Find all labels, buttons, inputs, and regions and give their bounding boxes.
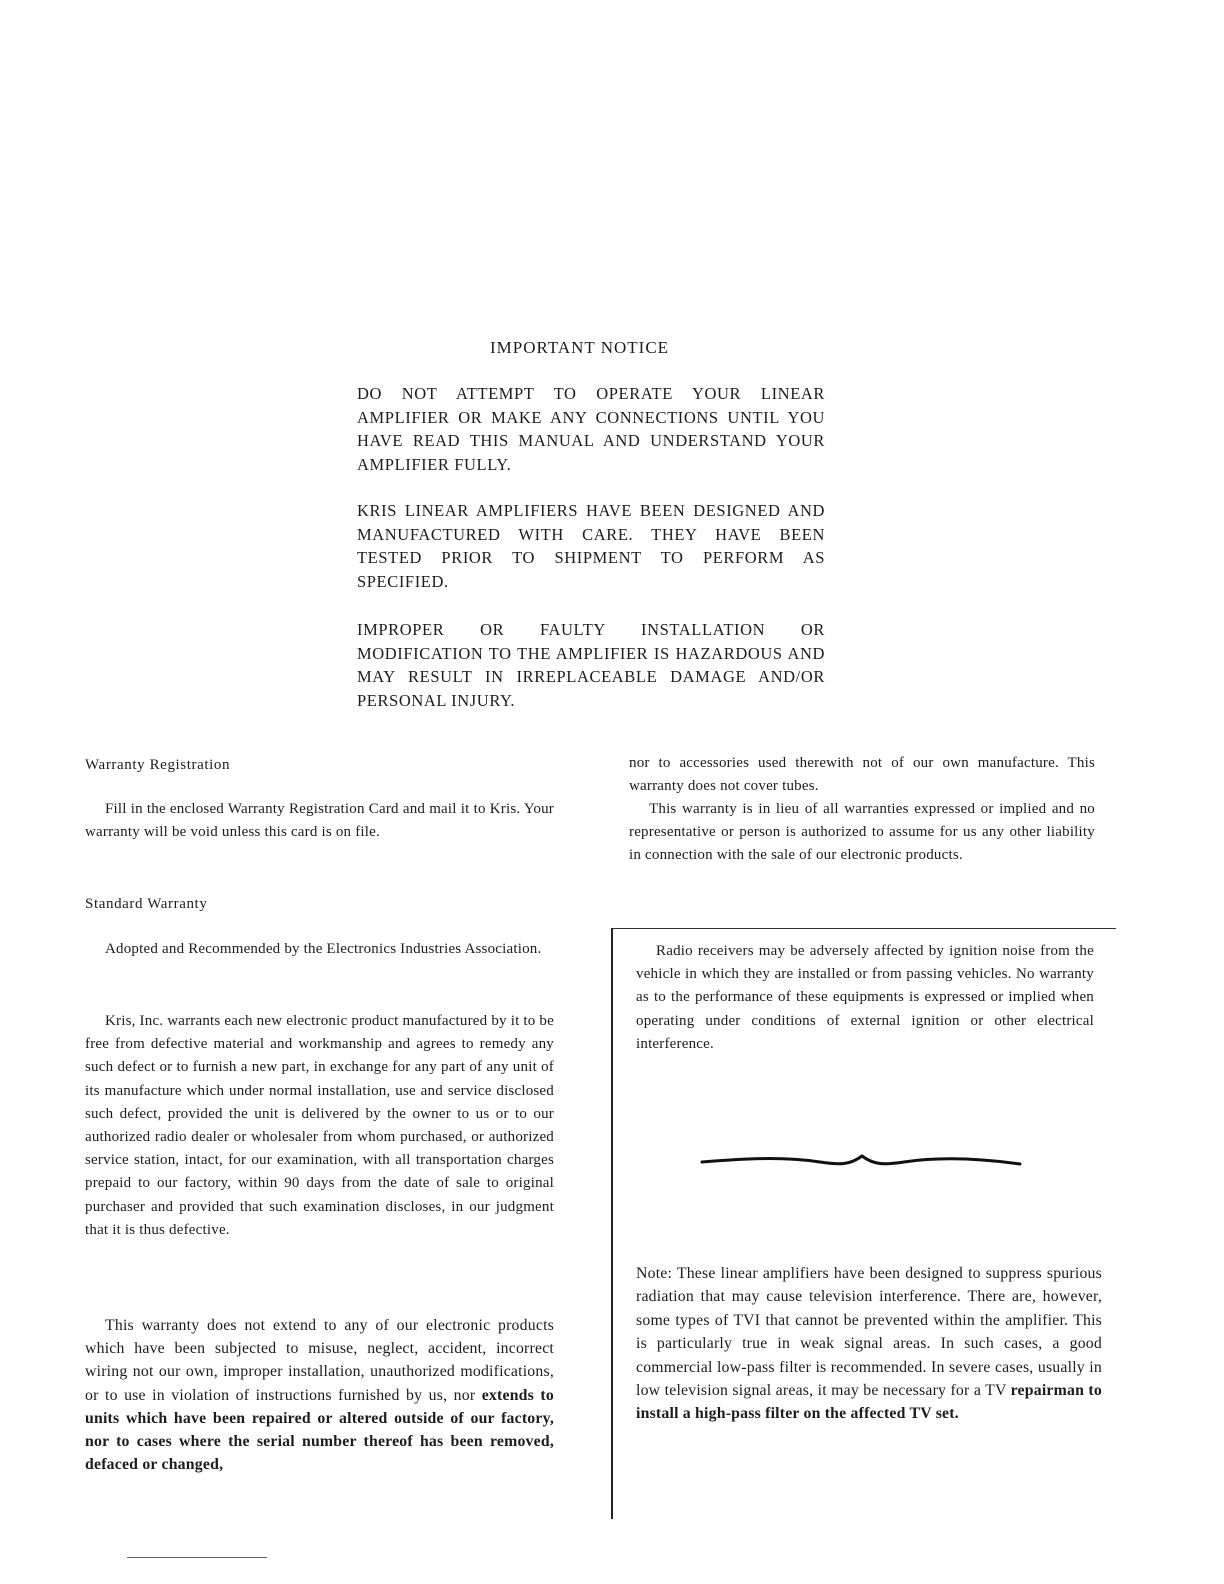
- tvi-note-bold: repairman to install a high-pass filter on the affected TV set.: [636, 1382, 1102, 1423]
- warranty-continued-text: nor to accessories used therewith not of our own manufacture. This warranty does not cover tubes.: [629, 755, 1095, 795]
- warranty-registration-text: Fill in the enclosed Warranty Registration Card and mail it to Kris. Your warranty will be void unless this card is on file.: [85, 801, 554, 841]
- notice-paragraph-designed: KRIS LINEAR AMPLIFIERS HAVE BEEN DESIGNED AND MANUFACTURED WITH CARE. THEY HAVE BEEN TESTED PRIOR TO SHIPMENT TO PERFORM AS SPECIFIED.: [357, 501, 825, 591]
- warranty-exclusions-bold: extends to units which have been repaired or altered outside of our factory, nor to cases where the serial number thereof has been removed, defaced or changed,: [85, 1386, 554, 1474]
- eia-adoption-text: Adopted and Recommended by the Electronics Industries Association.: [105, 941, 542, 957]
- warranty-registration-heading: Warranty Registration: [85, 757, 231, 773]
- warranty-exclusions-text: [85, 1314, 554, 1476]
- ornament-divider: [700, 1150, 1022, 1174]
- radio-interference-notice: Radio receivers may be adversely affected by ignition noise from the vehicle in which they are installed or from passing vehicles. No warranty as to the performance of these equipments is expressed or implied when operating under conditions of external ignition or other electrical interference.: [636, 943, 1094, 1052]
- standard-warranty-heading: Standard Warranty: [85, 896, 208, 912]
- footer-rule: [127, 1557, 267, 1558]
- tvi-note: [636, 1262, 1102, 1426]
- notice-title: IMPORTANT NOTICE: [490, 338, 670, 357]
- notice-paragraph-hazard: IMPROPER OR FAULTY INSTALLATION OR MODIFICATION TO THE AMPLIFIER IS HAZARDOUS AND MAY RESULT IN IRREPLACEABLE DAMAGE AND/OR PERSONAL INJURY.: [357, 620, 825, 710]
- notice-paragraph-operate: DO NOT ATTEMPT TO OPERATE YOUR LINEAR AMPLIFIER OR MAKE ANY CONNECTIONS UNTIL YOU HAVE READ THIS MANUAL AND UNDERSTAND YOUR AMPLIFIER FULLY.: [357, 384, 825, 474]
- tvi-note-start: Note: These linear amplifiers have been designed to suppress spurious radiation that may cause television interference. There are, however, some types of TVI that cannot be prevented within the amplifier. This is particularly true in weak signal areas. In such cases, a good commercial low-pass filter is recommended. In severe cases, usually in low television signal areas, it may be necessary for a TV: [636, 1265, 1102, 1400]
- warranty-terms-text: Kris, Inc. warrants each new electronic product manufactured by it to be free from defective material and workmanship and agrees to remedy any such defect or to furnish a new part, in exchange for any part of any unit of its manufacture which under normal installation, use and service disclosed such defect, provided the unit is delivered by the owner to us or to our authorized radio dealer or wholesaler from whom purchased, or authorized service station, intact, for our examination, with all transportation charges prepaid to our factory, within 90 days from the date of sale to original purchaser and provided that such examination discloses, in our judgment that it is thus defective.: [85, 1013, 554, 1238]
- warranty-lieu-text: This warranty is in lieu of all warranties expressed or implied and no representative or person is authorized to assume for us any other liability in connection with the sale of our electronic products.: [629, 801, 1095, 864]
- warranty-exclusions-start: This warranty does not extend to any of our electronic products which have been subjected to misuse, neglect, accident, incorrect wiring not our own, improper installation, unauthorized modifications, or to use in violation of instructions furnished by us, nor: [85, 1317, 554, 1404]
